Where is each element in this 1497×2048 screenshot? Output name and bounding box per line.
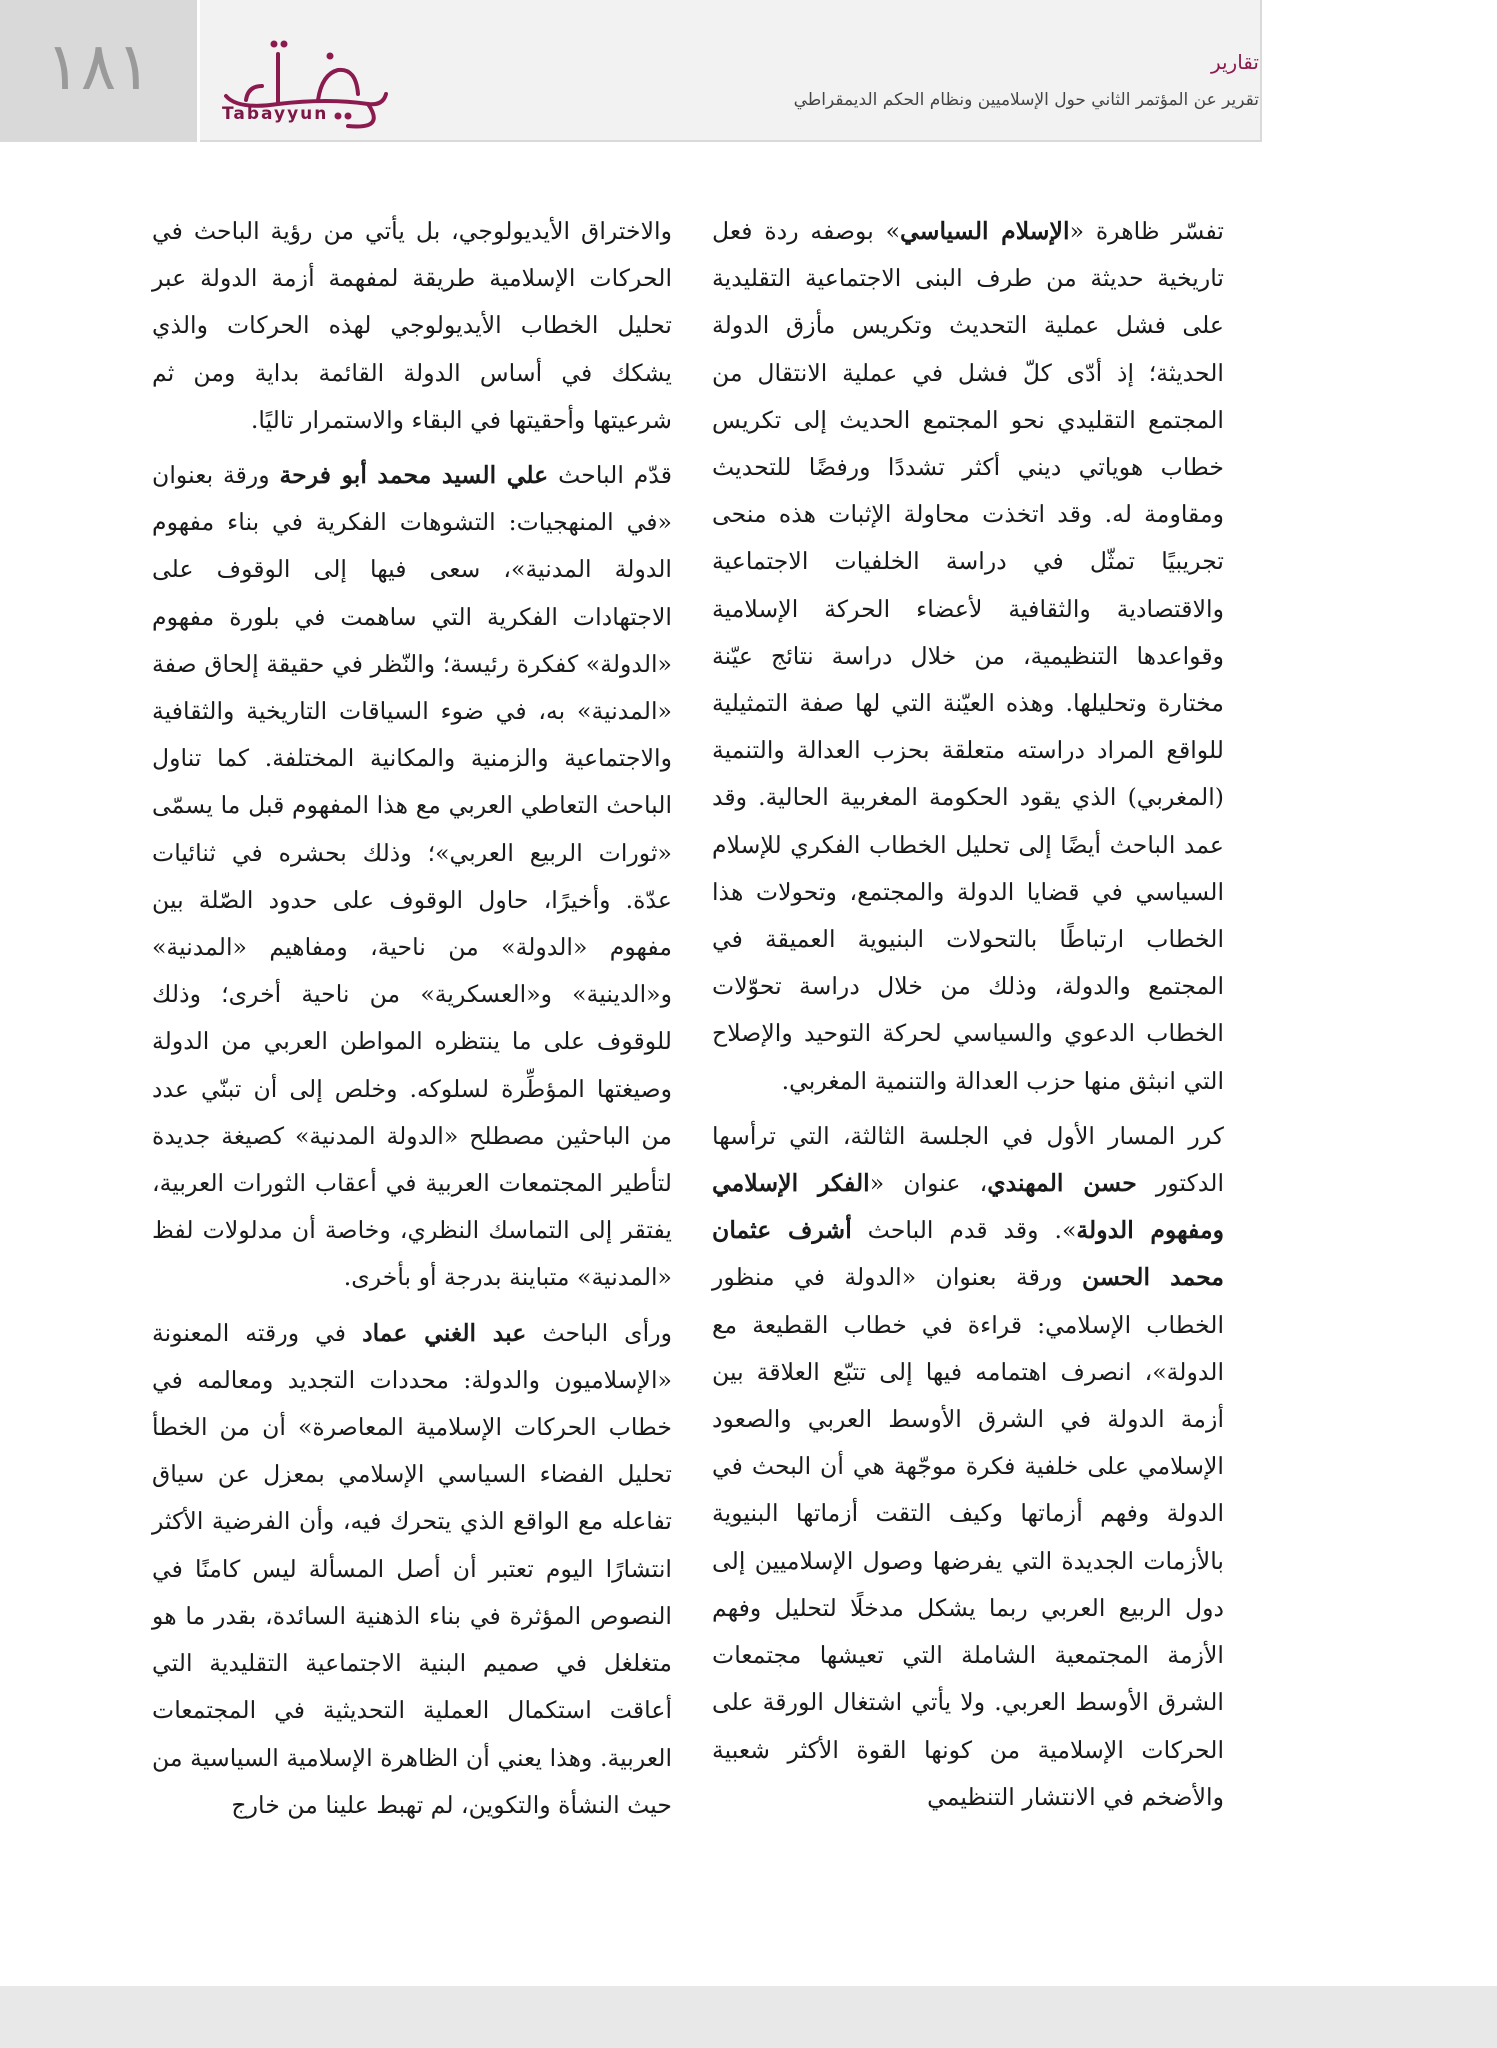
page-number: ١٨١ — [45, 28, 152, 105]
text-span: ». وقد قدم الباحث — [851, 1216, 1077, 1245]
bold-name: حسن المهندي — [987, 1169, 1137, 1198]
text-span: تفسّر ظاهرة « — [1069, 217, 1224, 245]
text-span: ورأى الباحث — [526, 1318, 672, 1347]
logo-arabic-text: تبيُّن — [388, 64, 390, 65]
bold-name: عبد الغني عماد — [362, 1318, 527, 1347]
text-span: » بوصفه ردة فعل تاريخية حديثة من طرف البنى الاجتماعية التقليدية على فشل عملية التحديث وتكريس مأزق الدولة الحديثة؛ إذ أدّى كلّ فشل في عملية الانتقال من المجتمع التقليدي نحو المجتمع الحديث إلى تكريس خطاب هوياتي ديني أكثر تشددًا ورفضًا للتحديث ومقاومة له. وقد اتخذت محاولة الإثبات هذه منحى تجريبيًا تمثّل في دراسة الخلفيات الاجتماعية والاقتصادية والثقافية لأعضاء الحركة الإسلامية وقواعدها التنظيمية، من خلال دراسة نتائج عيّنة مختارة وتحليلها. وهذه العيّنة التي لها صفة التمثيلية للواقع المراد دراسته متعلقة بحزب العدالة والتنمية (المغربي) الذي يقود الحكومة المغربية الحالية. وقد عمد الباحث أيضًا إلى تحليل الخطاب الفكري للإسلام السياسي في قضايا الدولة والمجتمع، وتحولات هذا الخطاب ارتباطًا بالتحولات البنيوية العميقة في المجتمع والدولة، وذلك من خلال دراسة تحوّلات الخطاب الدعوي والسياسي لحركة التوحيد والإصلاح التي انبثق منها حزب العدالة والتنمية المغربي. — [712, 217, 1224, 1095]
text-column-left — [152, 208, 672, 1837]
text-span: في ورقته المعنونة «الإسلاميون والدولة: محددات التجديد ومعالمه في خطاب الحركات الإسلامية المعاصرة» أن من الخطأ تحليل الفضاء السياسي الإسلامي بمعزل عن سياق تفاعله مع الواقع الذي يتحرك فيه، وأن الفرضية الأكثر انتشارًا اليوم تعتبر أن أصل المسألة ليس كامنًا في النصوص المؤثرة في بناء الذهنية السائدة، بقدر ما هو متغلغل في صميم البنية الاجتماعية التقليدية التي أعاقت استكمال العملية التحديثية في المجتمعات العربية. وهذا يعني أن الظاهرة الإسلامية السياسية من حيث النشأة والتكوين، لم تهبط علينا من خارج — [152, 1318, 672, 1819]
text-span: ورقة بعنوان «في المنهجيات: التشوهات الفكرية في بناء مفهوم الدولة المدنية»، سعى فيها إلى الوقوف على الاجتهادات الفكرية التي ساهمت في بلورة مفهوم «الدولة» كفكرة رئيسة؛ والنّظر في حقيقة إلحاق صفة «المدنية» به، في ضوء السياقات التاريخية والثقافية والاجتماعية والزمنية والمكانية المختلفة. كما تناول الباحث التعاطي العربي مع هذا المفهوم قبل ما يسمّى «ثورات الربيع العربي»؛ وذلك بحشره في ثنائيات عدّة. وأخيرًا، حاول الوقوف على حدود الصّلة بين مفهوم «الدولة» من ناحية، ومفاهيم «المدنية» و«الدينية» و«العسكرية» من ناحية أخرى؛ وذلك للوقوف على ما ينتظره المواطن العربي من الدولة وصيغتها المؤطِّرة لسلوكه. وخلص إلى أن تبنّي عدد من الباحثين مصطلح «الدولة المدنية» كصيغة جديدة لتأطير المجتمعات العربية في أعقاب الثورات العربية، يفتقر إلى التماسك النظري، وخاصة أن مدلولات لفظ «المدنية» متباينة بدرجة أو بأخرى. — [152, 461, 672, 1292]
text-span: ورقة بعنوان «الدولة في منظور الخطاب الإسلامي: قراءة في خطاب القطيعة مع الدولة»، انصرف اهتمامه فيها إلى تتبّع العلاقة بين أزمة الدولة في الشرق الأوسط العربي والصعود الإسلامي على خلفية فكرة موجّهة هي أن البحث في الدولة وفهم أزماتها وكيف التقت أزماتها البنيوية بالأزمات الجديدة التي يفرضها وصول الإسلاميين إلى دول الربيع العربي ربما يشكل مدخلًا لتحليل وفهم الأزمة المجتمعية الشاملة التي تعيشها مجتمعات الشرق الأوسط العربي. ولا يأتي اشتغال الورقة على الحركات الإسلامية من كونها القوة الأكثر شعبية والأضخم في الانتشار التنظيمي — [712, 1263, 1224, 1811]
page-number-separator — [197, 0, 200, 142]
footer-band — [0, 1986, 1497, 2048]
paragraph — [712, 1113, 1224, 1821]
bold-term: الإسلام السياسي — [900, 217, 1070, 245]
bold-name: أشرف عثمان محمد الحسن — [712, 1216, 1224, 1292]
header-right-edge — [1260, 0, 1262, 142]
paragraph — [152, 452, 672, 1302]
text-span: ، عنوان « — [869, 1169, 988, 1198]
text-column-right — [712, 208, 1224, 1829]
text-span: كرر المسار الأول في الجلسة الثالثة، التي ترأسها الدكتور — [712, 1121, 1224, 1198]
report-title: تقرير عن المؤتمر الثاني حول الإسلاميين ونظام الحكم الديمقراطي — [793, 90, 1259, 110]
paragraph — [152, 1310, 672, 1829]
paragraph: والاختراق الأيديولوجي، بل يأتي من رؤية الباحث في الحركات الإسلامية طريقة لمفهمة أزمة الدولة عبر تحليل الخطاب الأيديولوجي لهذه الحركات والذي يشكك في أساس الدولة القائمة بداية ومن ثم شرعيتها وأحقيتها في البقاء والاستمرار تاليًا. — [152, 217, 672, 434]
section-label: تقارير — [1210, 50, 1259, 74]
logo-latin-text: Tabayyun — [222, 104, 329, 124]
paragraph — [712, 208, 1224, 1105]
bold-name: علي السيد محمد أبو فرحة — [279, 461, 549, 490]
bold-session-title: الفكر الإسلامي ومفهوم الدولة — [712, 1169, 1224, 1245]
text-span: قدّم الباحث — [548, 461, 672, 490]
page-number-box — [0, 0, 197, 142]
